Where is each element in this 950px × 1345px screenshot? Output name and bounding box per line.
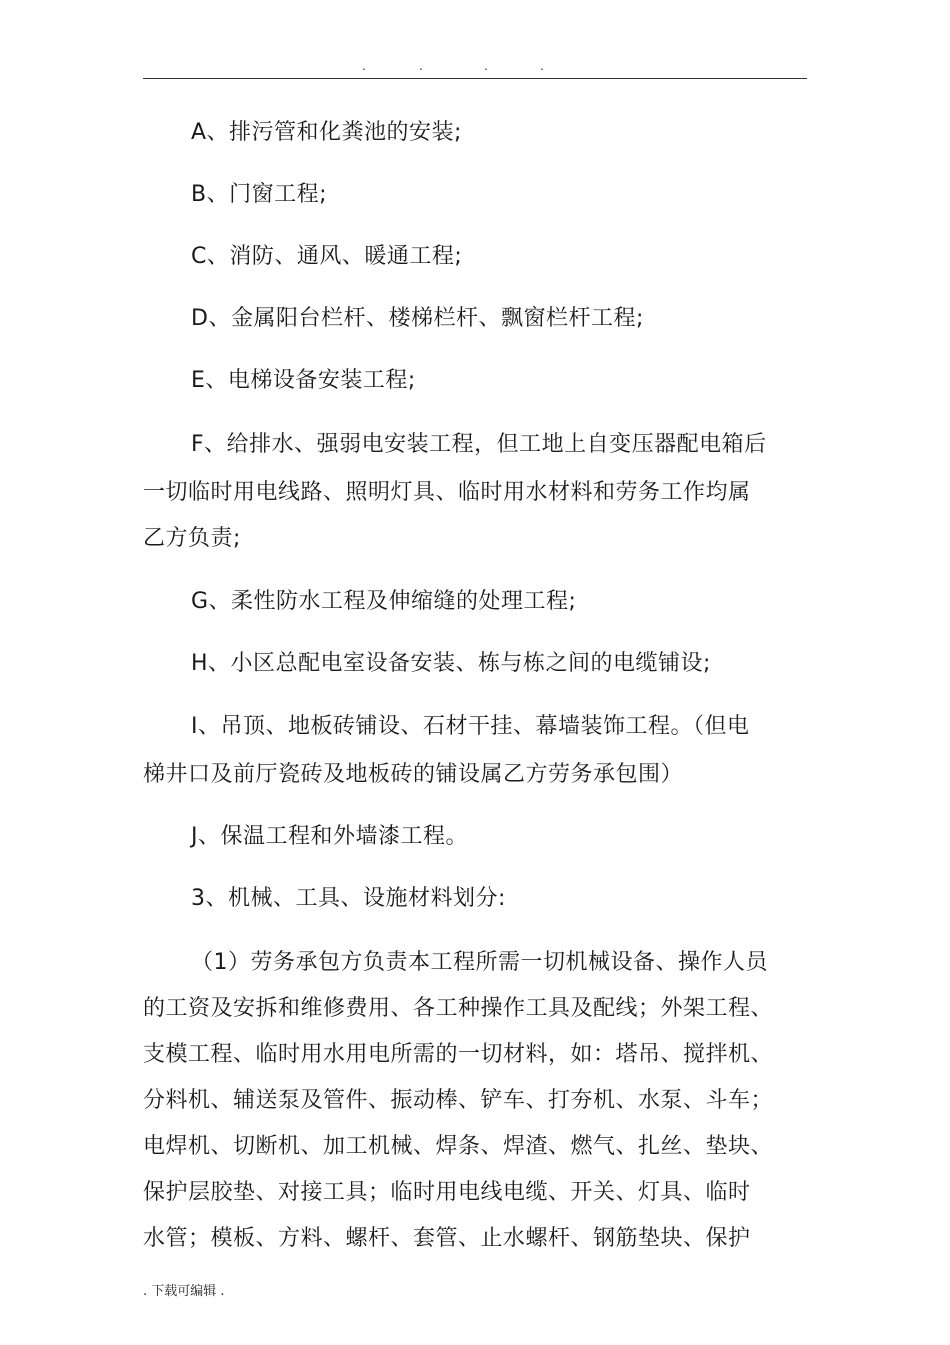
item-d: D、金属阳台栏杆、楼梯栏杆、飘窗栏杆工程; — [191, 306, 644, 331]
item-f-line: 乙方负责; — [143, 526, 241, 551]
header-dots — [0, 60, 950, 74]
para1-line: 分料机、辅送泵及管件、振动棒、铲车、打夯机、水泵、斗车； — [143, 1088, 774, 1113]
item-i-line: I、吊顶、地板砖铺设、石材干挂、幕墙装饰工程。（但电 — [191, 714, 750, 739]
header-rule — [143, 78, 807, 79]
header-dot: . — [540, 59, 544, 73]
item-j: J、保温工程和外墙漆工程。 — [191, 824, 468, 849]
header-dot: . — [362, 59, 366, 73]
para1-line: （1）劳务承包方负责本工程所需一切机械设备、操作人员 — [191, 950, 768, 975]
item-f-line: F、给排水、强弱电安装工程，但工地上自变压器配电箱后 — [191, 432, 767, 457]
item-e: E、电梯设备安装工程; — [191, 368, 416, 393]
section-3-heading: 3、机械、工具、设施材料划分: — [191, 886, 506, 911]
para1-line: 支模工程、临时用水用电所需的一切材料，如：塔吊、搅拌机、 — [143, 1042, 774, 1067]
para1-line: 电焊机、切断机、加工机械、焊条、焊渣、燃气、扎丝、垫块、 — [143, 1134, 774, 1159]
item-b: B、门窗工程; — [191, 182, 328, 207]
item-a: A、排污管和化粪池的安装; — [191, 120, 462, 145]
para1-line: 的工资及安拆和维修费用、各工种操作工具及配线；外架工程、 — [143, 996, 774, 1021]
para1-line: 保护层胶垫、对接工具；临时用电线电缆、开关、灯具、临时 — [143, 1180, 751, 1205]
item-f-line: 一切临时用电线路、照明灯具、临时用水材料和劳务工作均属 — [143, 480, 751, 505]
header-dot: . — [419, 59, 423, 73]
item-i-line: 梯井口及前厅瓷砖及地板砖的铺设属乙方劳务承包围） — [143, 762, 684, 787]
item-g: G、柔性防水工程及伸缩缝的处理工程; — [191, 589, 577, 614]
page-footer: . 下载可编辑 . — [143, 1284, 225, 1299]
item-c: C、消防、通风、暖通工程; — [191, 244, 463, 269]
item-h: H、小区总配电室设备安装、栋与栋之间的电缆铺设; — [191, 651, 711, 676]
para1-line: 水管；模板、方料、螺杆、套管、止水螺杆、钢筋垫块、保护 — [143, 1226, 751, 1251]
header-dot: . — [484, 59, 488, 73]
